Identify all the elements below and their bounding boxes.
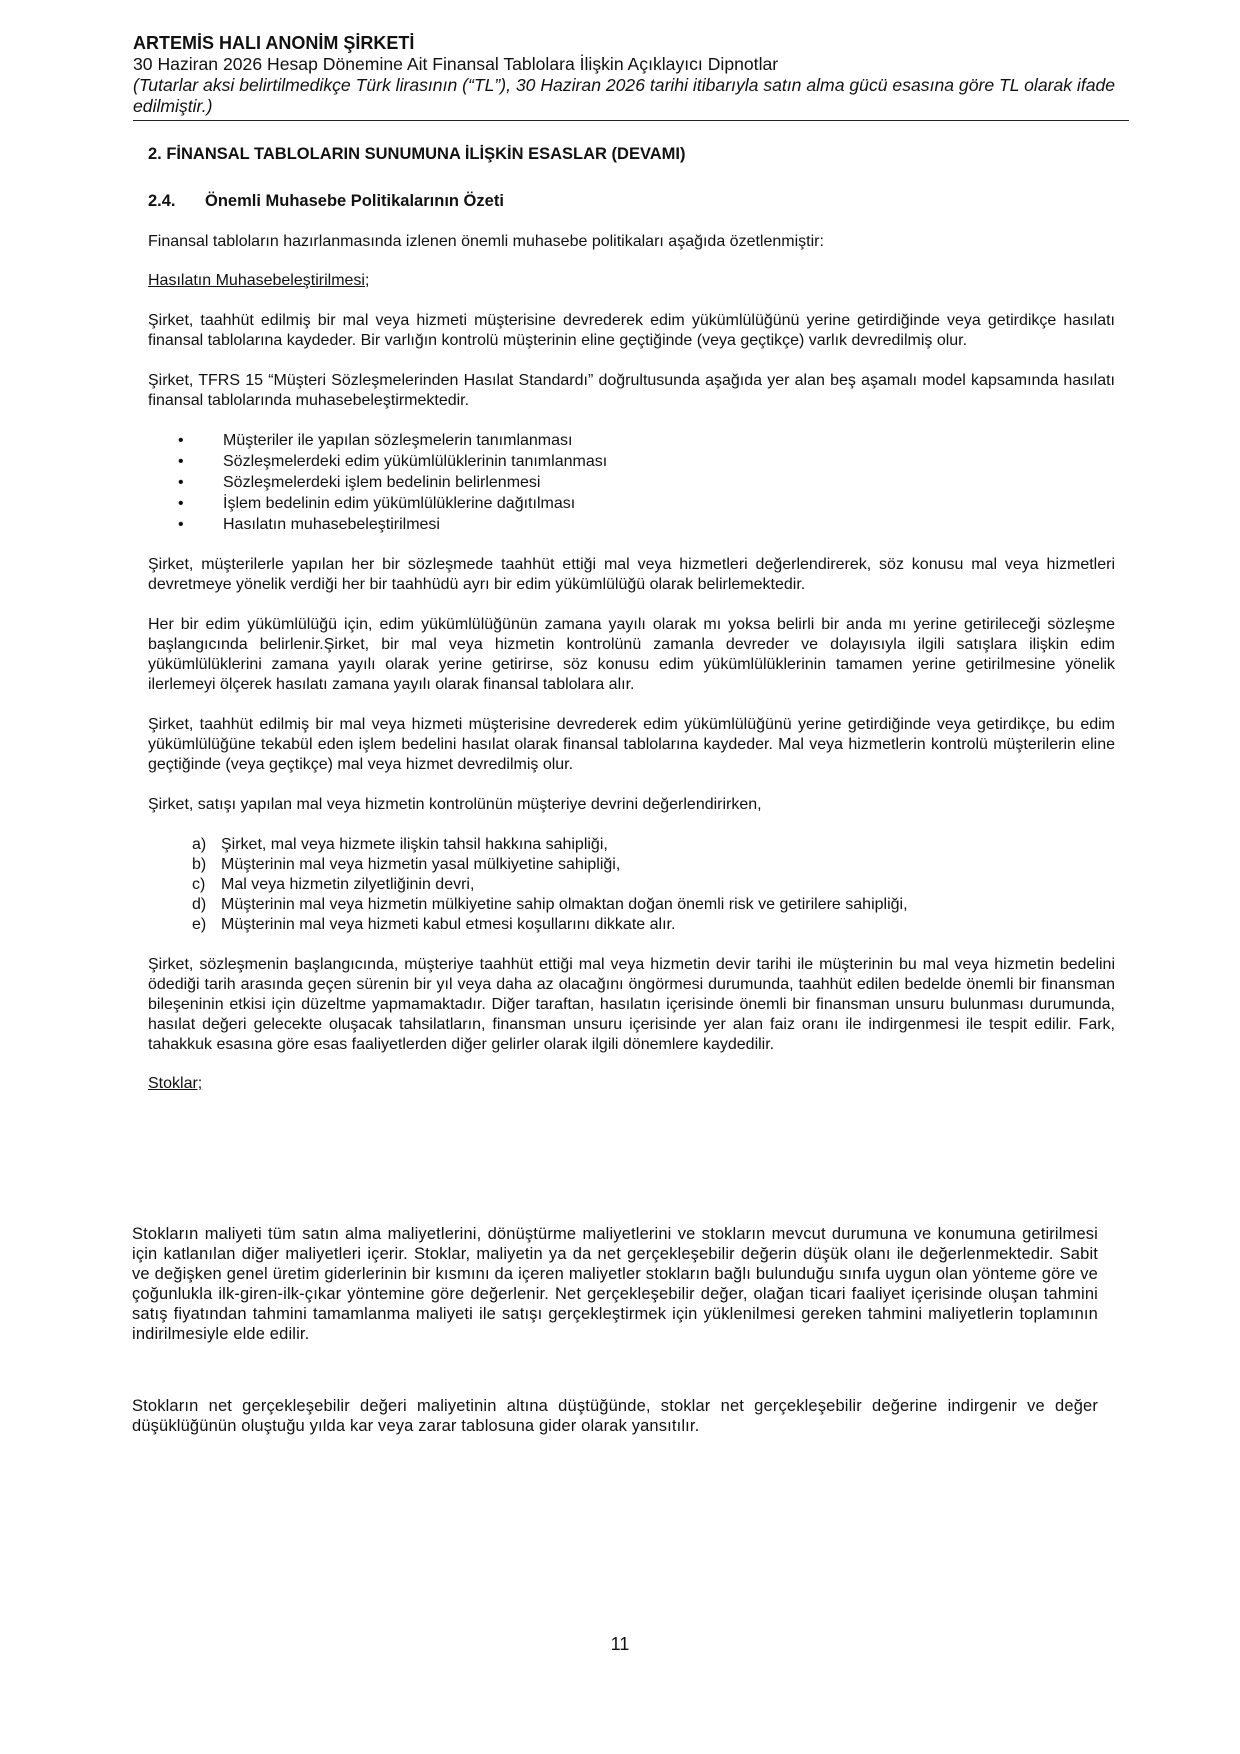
document-subtitle: 30 Haziran 2026 Hesap Dönemine Ait Finansal Tablolara İlişkin Açıklayıcı Dipnotlar (133, 54, 779, 74)
revenue-paragraph-1: Şirket, taahhüt edilmiş bir mal veya hizmeti müşterisine devrederek edim yükümlülüğünü yerine getirdiğinde veya getirdikçe hasılatı finansal tablolarına kaydeder. Bir varlığın kontrolü müşterinin eline geçtiğinde (veya geçtikçe) varlık devredilmiş olur. (148, 312, 1115, 349)
list-item: b) Müşterinin mal veya hizmetin yasal mülkiyetine sahipliği, (192, 856, 621, 873)
model-steps-list (148, 430, 1115, 535)
currency-note: (Tutarlar aksi belirtilmedikçe Türk lirasının (“TL”), 30 Haziran 2026 tarihi itibarıyla satın alma gücü esasına göre TL olarak ifade edilmiştir.) (133, 75, 1116, 116)
inventory-paragraph-2: Stokların net gerçekleşebilir değeri maliyetinin altına düştüğünde, stoklar net gerçekleşebilir değerine indirgenir ve değer düşüklüğünün oluştuğu yılda kar veya zarar tablosuna gider olarak yansıtılır. (132, 1397, 1098, 1435)
revenue-paragraph-4: Her bir edim yükümlülüğü için, edim yükümlülüğünün zamana yayılı olarak mı yoksa belirli bir anda mı yerine getirileceği sözleşme başlangıcında belirlenir.Şirket, bir mal veya hizmetin kontrolünü zamanla devreder ve dolayısıyla ilgili satışlara ilişkin edim yükümlülüklerini zamana yayılı olarak yerine getirirse, söz konusu edim yükümlülüklerinin tamamen yerine getirilmesine yönelik ilerlemeyi ölçerek hasılatı zamana yayılı olarak finansal tablolara alır. (148, 616, 1115, 693)
list-item: • Hasılatın muhasebeleştirilmesi (148, 514, 1115, 535)
bullet-icon: • (178, 432, 184, 449)
revenue-paragraph-2: Şirket, TFRS 15 “Müşteri Sözleşmelerinden Hasılat Standardı” doğrultusunda aşağıda yer alan beş aşamalı model kapsamında hasılatı finansal tablolarında muhasebeleştirmektedir. (148, 372, 1115, 409)
revenue-heading: Hasılatın Muhasebeleştirilmesi; (148, 272, 370, 289)
list-item: • Sözleşmelerdeki işlem bedelinin belirlenmesi (148, 472, 1115, 493)
page-number: 11 (610, 1634, 630, 1654)
revenue-paragraph-7: Şirket, sözleşmenin başlangıcında, müşteriye taahhüt ettiği mal veya hizmetin devir tarihi ile müşterinin bu mal veya hizmetin bedelini ödediği tarih arasında geçen sürenin bir yıl veya daha az olacağını öngörmesi durumunda, taahhüt edilen bedelde önemli bir finansman bileşeninin etkisi için düzeltme yapmamaktadır. Diğer taraftan, hasılatın içerisinde önemli bir finansman unsuru bulunması durumunda, hasılat değeri gelecekte oluşacak tahsilatların, finansman unsuru içerisinde yer alan faiz oranı ile indirgenmesi ile tespit edilir. Fark, tahakkuk esasına göre esas faaliyetlerden diğer gelirler olarak ilgili dönemlere kaydedilir. (148, 956, 1115, 1053)
subsection-number: 2.4. (148, 192, 176, 210)
revenue-paragraph-5: Şirket, taahhüt edilmiş bir mal veya hizmeti müşterisine devrederek edim yükümlülüğünü yerine getirdiğinde veya getirdikçe, bu edim yükümlülüğüne tekabül eden işlem bedelini hasılat olarak finansal tablolarına kaydeder. Mal veya hizmetlerin kontrolü müşterilerin eline geçtiğinde (veya geçtikçe) mal veya hizmet devredilmiş olur. (148, 716, 1115, 773)
main-content (148, 144, 1115, 1094)
subsection-title (148, 191, 1115, 211)
list-item: a) Şirket, mal veya hizmete ilişkin tahsil hakkına sahipliği, (192, 836, 608, 853)
list-item: d) Müşterinin mal veya hizmetin mülkiyetine sahip olmaktan doğan önemli risk ve getirilere sahipliği, (192, 896, 908, 913)
bullet-icon: • (178, 495, 184, 512)
list-item: • İşlem bedelinin edim yükümlülüklerine dağıtılması (148, 493, 1115, 514)
revenue-paragraph-3: Şirket, müşterilerle yapılan her bir sözleşmede taahhüt ettiği mal veya hizmetleri değerlendirerek, söz konusu mal veya hizmetleri devretmeye yönelik verdiği her bir taahhüdü ayrı bir edim yükümlülüğü olarak belirlemektedir. (148, 556, 1115, 593)
inventory-heading: Stoklar; (148, 1075, 203, 1092)
list-item: c) Mal veya hizmetin zilyetliğinin devri, (192, 876, 475, 893)
list-item: e) Müşterinin mal veya hizmeti kabul etmesi koşullarını dikkate alır. (192, 916, 676, 933)
control-criteria-list (148, 835, 1115, 935)
page-header (133, 33, 1129, 121)
intro-paragraph: Finansal tabloların hazırlanmasında izlenen önemli muhasebe politikaları aşağıda özetlenmiştir: (148, 233, 824, 250)
subsection-title-text: Önemli Muhasebe Politikalarının Özeti (205, 192, 504, 210)
revenue-paragraph-6: Şirket, satışı yapılan mal veya hizmetin kontrolünün müşteriye devrini değerlendirirken, (148, 796, 762, 813)
inventory-paragraph-1: Stokların maliyeti tüm satın alma maliyetlerini, dönüştürme maliyetlerini ve stokların mevcut durumuna ve konumuna getirilmesi için katlanılan diğer maliyetleri içerir. Stoklar, maliyetin ya da net gerçekleşebilir değerin düşük olanı ile değerlenmektedir. Sabit ve değişken genel üretim giderlerinin bir kısmını da içeren maliyetler stokların bağlı bulunduğu sınıfa uygun olan yönteme göre ve çoğunlukla ilk-giren-ilk-çıkar yöntemine göre değerlenir. Net gerçekleşebilir değer, olağan ticari faaliyet içerisinde oluşan tahmini satış fiyatından tahmini tamamlanma maliyeti ile satışı gerçekleştirmek için yüklenilmesi gereken tahmini maliyetlerin toplamının indirilmesiyle elde edilir. (132, 1225, 1098, 1343)
list-item: • Sözleşmelerdeki edim yükümlülüklerinin tanımlanması (148, 451, 1115, 472)
section-title: 2. FİNANSAL TABLOLARIN SUNUMUNA İLİŞKİN ESASLAR (DEVAMI) (148, 145, 686, 163)
company-name: ARTEMİS HALI ANONİM ŞİRKETİ (133, 33, 415, 53)
bullet-icon: • (178, 474, 184, 491)
list-item: • Müşteriler ile yapılan sözleşmelerin tanımlanması (148, 430, 1115, 451)
bullet-icon: • (178, 516, 184, 533)
bullet-icon: • (178, 453, 184, 470)
